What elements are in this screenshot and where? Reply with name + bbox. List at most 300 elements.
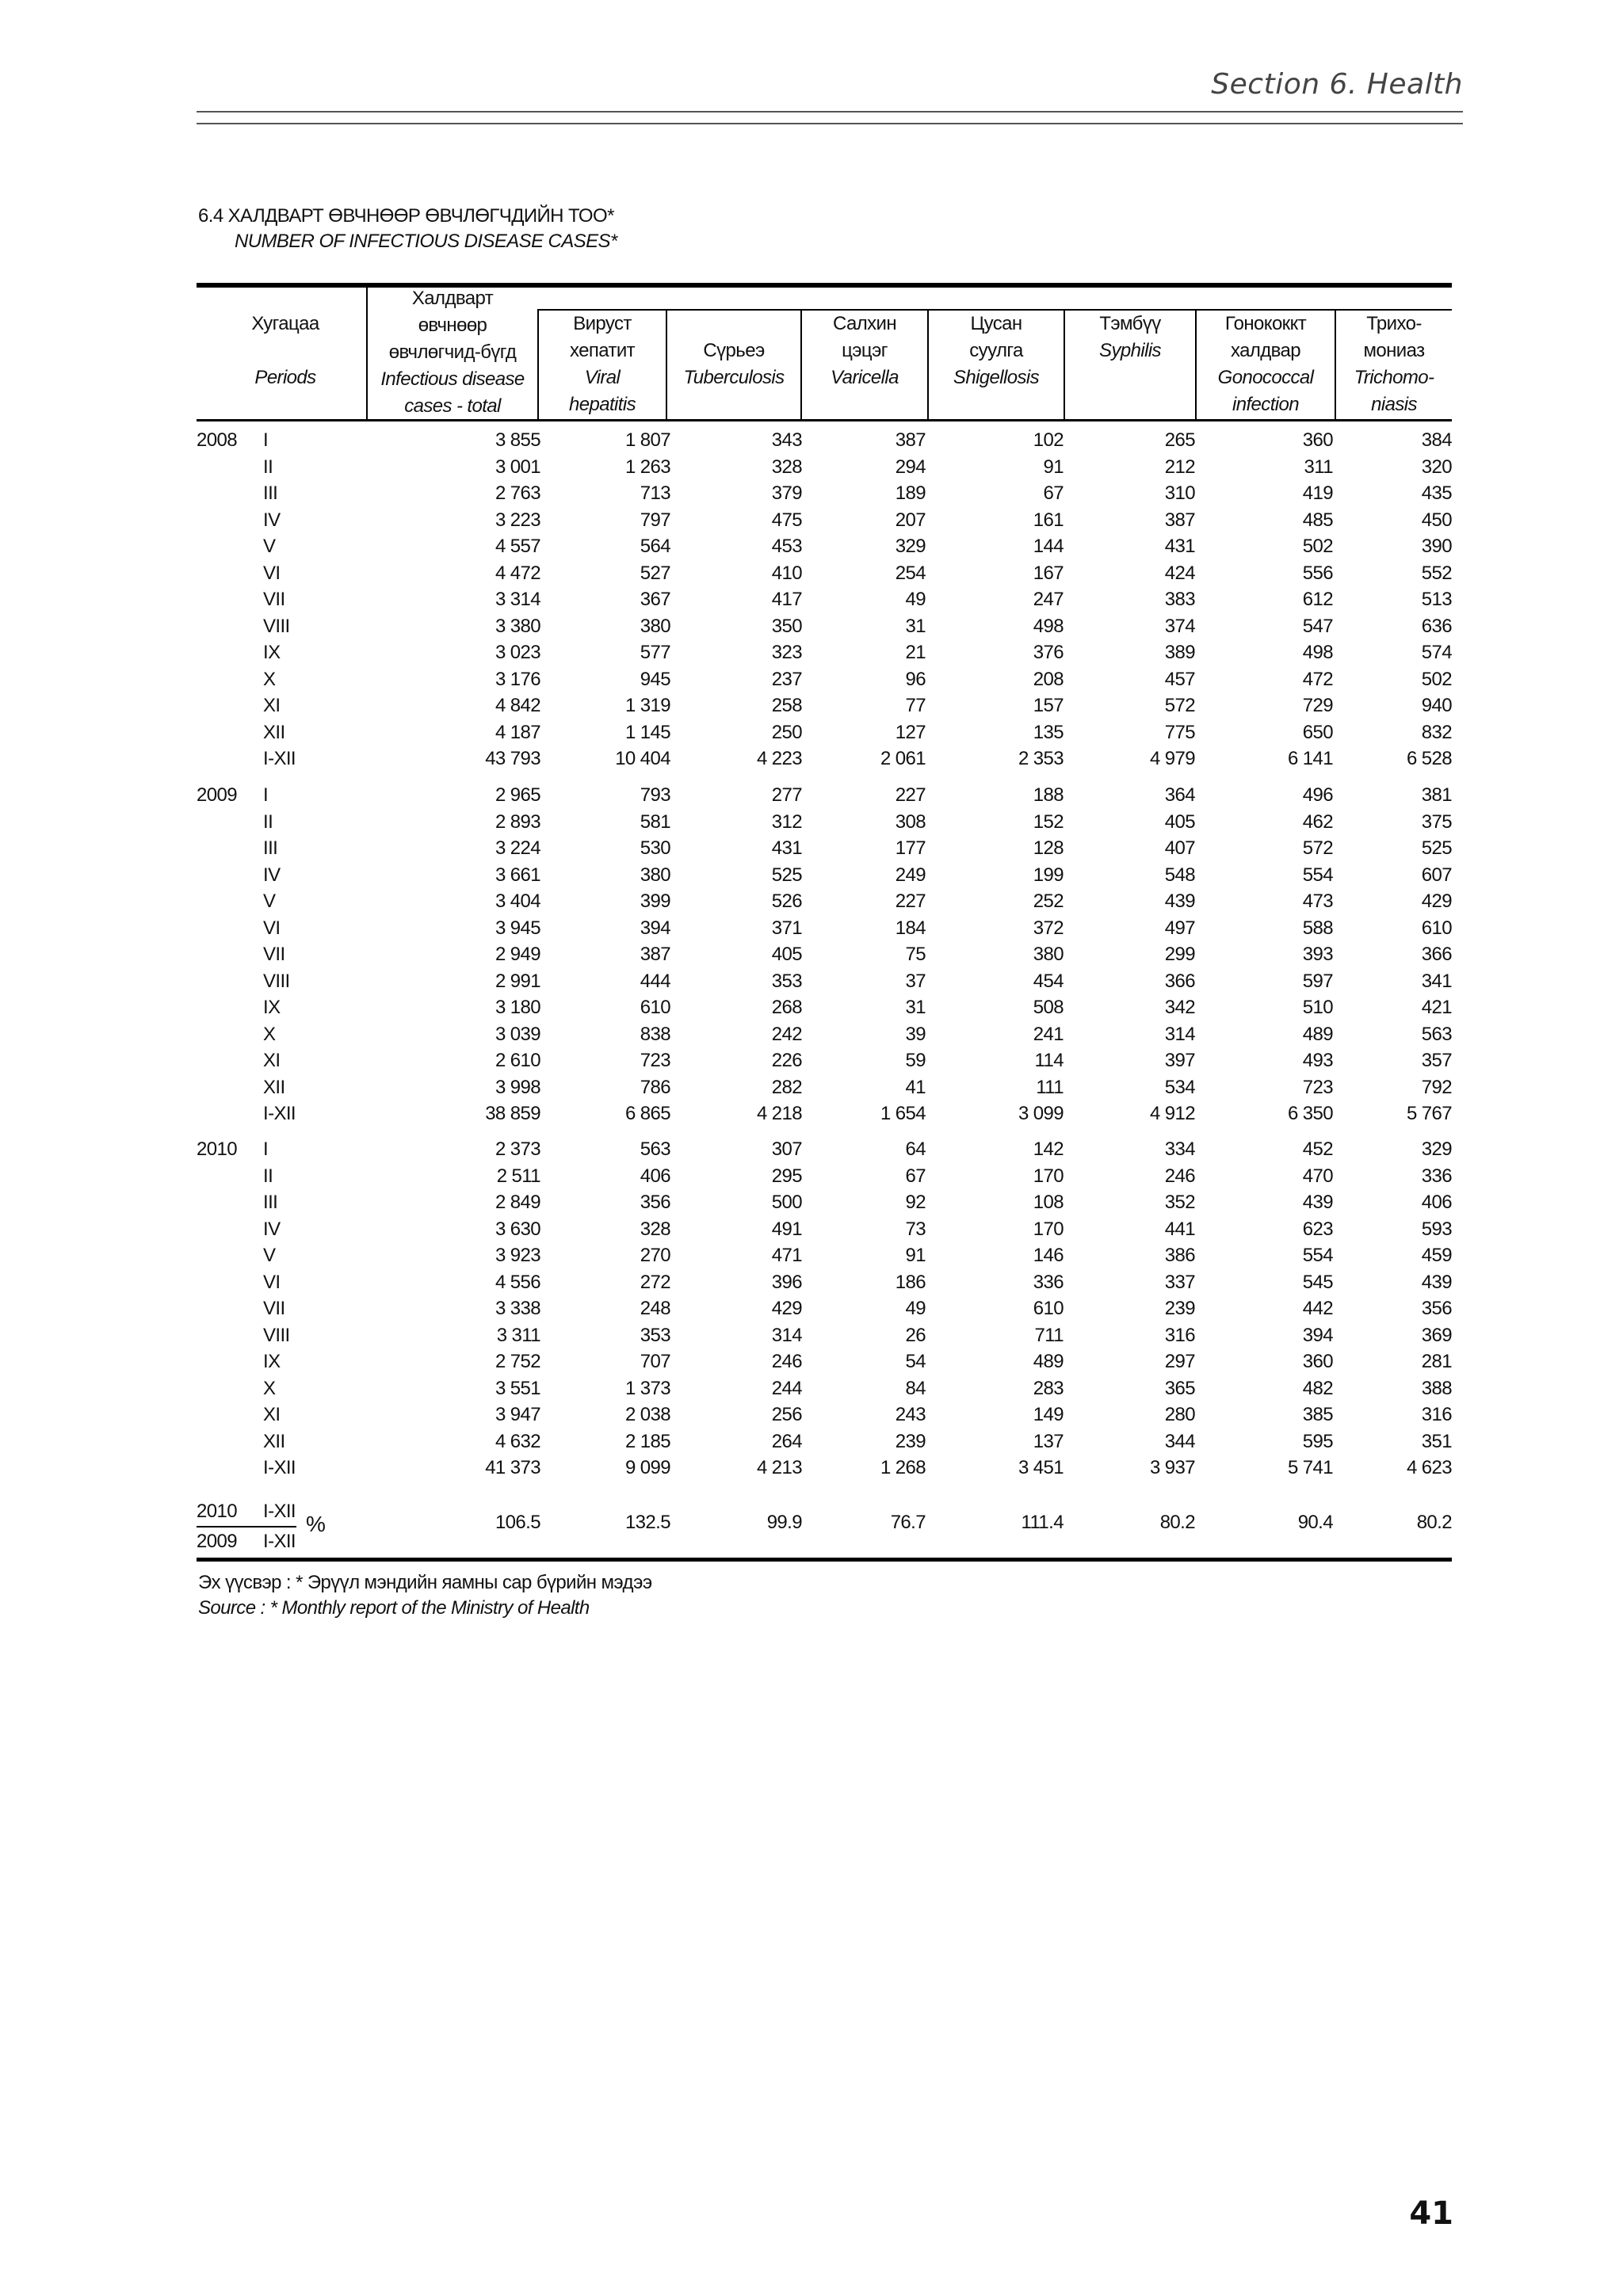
table-row xyxy=(0,1431,1623,1457)
table-cell: 31 xyxy=(905,616,926,637)
table-cell: 207 xyxy=(895,509,926,531)
table-cell: 341 xyxy=(1421,971,1452,992)
row-period: IX xyxy=(263,997,281,1018)
table-cell: 1 373 xyxy=(624,1378,670,1399)
table-cell: 67 xyxy=(1043,482,1064,504)
table-cell: 270 xyxy=(640,1245,670,1266)
table-cell: 188 xyxy=(1033,784,1064,806)
table-row xyxy=(0,1298,1623,1324)
table-cell: 254 xyxy=(895,563,926,584)
col-header-en: Varicella xyxy=(831,367,899,388)
table-cell: 252 xyxy=(1033,891,1064,912)
table-cell: 386 xyxy=(1164,1245,1195,1266)
header-rule xyxy=(197,111,1463,113)
table-cell: 2 061 xyxy=(880,748,926,769)
table-cell: 54 xyxy=(905,1351,926,1372)
table-cell: 4 556 xyxy=(495,1272,540,1293)
table-cell: 127 xyxy=(895,722,926,743)
table-cell: 310 xyxy=(1164,482,1195,504)
row-period: II xyxy=(263,1165,273,1187)
table-cell: 295 xyxy=(771,1165,802,1187)
table-cell: 452 xyxy=(1302,1138,1333,1160)
table-cell: 246 xyxy=(1164,1165,1195,1187)
table-cell: 2 038 xyxy=(624,1404,670,1425)
table-cell: 102 xyxy=(1033,429,1064,451)
table-cell: 574 xyxy=(1421,642,1452,663)
table-row xyxy=(0,1192,1623,1218)
table-cell: 265 xyxy=(1164,429,1195,451)
table-cell: 344 xyxy=(1164,1431,1195,1452)
table-cell: 723 xyxy=(1302,1077,1333,1098)
col-header-gonococcal xyxy=(1197,311,1335,418)
col-header-syphilis xyxy=(1065,311,1195,364)
col-header-mn: халдвар xyxy=(1230,340,1301,361)
table-cell: 462 xyxy=(1302,811,1333,833)
table-cell: 729 xyxy=(1302,695,1333,716)
table-cell: 73 xyxy=(905,1219,926,1240)
table-cell: 3 023 xyxy=(495,642,540,663)
table-row xyxy=(0,722,1623,748)
table-cell: 38 859 xyxy=(485,1103,540,1124)
table-cell: 3 855 xyxy=(495,429,540,451)
table-row xyxy=(0,695,1623,721)
table-cell: 496 xyxy=(1302,784,1333,806)
table-cell: 577 xyxy=(640,642,670,663)
col-header-mn: Вируст xyxy=(573,313,632,334)
table-row xyxy=(0,1138,1623,1165)
table-cell: 4 912 xyxy=(1149,1103,1195,1124)
col-header-mn: Гонококкт xyxy=(1224,313,1307,334)
row-year: 2008 xyxy=(197,429,237,451)
col-header-mn: хепатит xyxy=(569,340,636,361)
table-cell: 4 472 xyxy=(495,563,540,584)
table-cell: 534 xyxy=(1164,1077,1195,1098)
table-row xyxy=(0,971,1623,997)
comparison-cell: 80.2 xyxy=(1416,1512,1452,1533)
col-header-viral-hepatitis xyxy=(539,311,666,418)
table-cell: 610 xyxy=(1421,917,1452,939)
table-cell: 547 xyxy=(1302,616,1333,637)
table-cell: 525 xyxy=(771,864,802,886)
table-cell: 3 223 xyxy=(495,509,540,531)
row-period: XI xyxy=(263,695,281,716)
col-header-mn: өвчнөөр xyxy=(418,315,487,336)
table-cell: 144 xyxy=(1033,536,1064,557)
row-period: IX xyxy=(263,642,281,663)
table-cell: 249 xyxy=(895,864,926,886)
table-cell: 595 xyxy=(1302,1431,1333,1452)
table-cell: 369 xyxy=(1421,1325,1452,1346)
col-header-shigellosis xyxy=(929,311,1064,391)
row-period: XII xyxy=(263,1077,285,1098)
table-cell: 431 xyxy=(1164,536,1195,557)
table-cell: 353 xyxy=(640,1325,670,1346)
table-cell: 379 xyxy=(771,482,802,504)
col-header-period xyxy=(238,311,333,391)
table-cell: 241 xyxy=(1033,1024,1064,1045)
table-cell: 4 842 xyxy=(495,695,540,716)
table-cell: 2 849 xyxy=(495,1192,540,1213)
table-cell: 3 338 xyxy=(495,1298,540,1319)
table-cell: 2 893 xyxy=(495,811,540,833)
table-cell: 376 xyxy=(1033,642,1064,663)
row-period: VI xyxy=(263,917,281,939)
table-cell: 242 xyxy=(771,1024,802,1045)
table-cell: 3 180 xyxy=(495,997,540,1018)
table-row xyxy=(0,1404,1623,1430)
row-period: III xyxy=(263,482,278,504)
comparison-unit: % xyxy=(306,1512,326,1536)
table-title-mn: 6.4 ХАЛДВАРТ ӨВЧНӨӨР ӨВЧЛӨГЧДИЙН ТОО* xyxy=(198,205,614,227)
table-row xyxy=(0,642,1623,668)
table-cell: 3 630 xyxy=(495,1219,540,1240)
row-period: XII xyxy=(263,1431,285,1452)
table-cell: 320 xyxy=(1421,456,1452,478)
table-cell: 364 xyxy=(1164,784,1195,806)
table-cell: 525 xyxy=(1421,837,1452,859)
table-cell: 4 213 xyxy=(756,1457,802,1478)
table-cell: 497 xyxy=(1164,917,1195,939)
row-period: IX xyxy=(263,1351,281,1372)
table-cell: 372 xyxy=(1033,917,1064,939)
table-cell: 258 xyxy=(771,695,802,716)
table-cell: 337 xyxy=(1164,1272,1195,1293)
table-cell: 405 xyxy=(771,944,802,965)
table-cell: 405 xyxy=(1164,811,1195,833)
table-cell: 3 039 xyxy=(495,1024,540,1045)
table-cell: 268 xyxy=(771,997,802,1018)
table-cell: 91 xyxy=(905,1245,926,1266)
table-cell: 3 551 xyxy=(495,1378,540,1399)
table-cell: 3 314 xyxy=(495,589,540,610)
table-cell: 607 xyxy=(1421,864,1452,886)
table-cell: 152 xyxy=(1033,811,1064,833)
col-header-mn: Салхин xyxy=(832,313,896,334)
table-cell: 184 xyxy=(895,917,926,939)
row-period: II xyxy=(263,456,273,478)
table-cell: 237 xyxy=(771,669,802,690)
table-cell: 2 949 xyxy=(495,944,540,965)
table-cell: 96 xyxy=(905,669,926,690)
table-cell: 239 xyxy=(895,1431,926,1452)
table-cell: 3 937 xyxy=(1149,1457,1195,1478)
row-period: I-XII xyxy=(263,748,296,769)
col-header-en: Gonococcal xyxy=(1217,367,1314,388)
row-period: II xyxy=(263,811,273,833)
table-cell: 39 xyxy=(905,1024,926,1045)
table-cell: 356 xyxy=(1421,1298,1452,1319)
table-cell: 390 xyxy=(1421,536,1452,557)
row-year: 2010 xyxy=(197,1138,237,1160)
table-cell: 454 xyxy=(1033,971,1064,992)
table-cell: 308 xyxy=(895,811,926,833)
table-cell: 350 xyxy=(771,616,802,637)
col-header-en: Shigellosis xyxy=(953,367,1040,388)
table-cell: 940 xyxy=(1421,695,1452,716)
table-cell: 43 793 xyxy=(485,748,540,769)
row-period: X xyxy=(263,1024,276,1045)
table-row xyxy=(0,1219,1623,1245)
table-cell: 31 xyxy=(905,997,926,1018)
row-year: 2009 xyxy=(197,784,237,806)
table-cell: 489 xyxy=(1033,1351,1064,1372)
table-cell: 502 xyxy=(1302,536,1333,557)
table-cell: 239 xyxy=(1164,1298,1195,1319)
table-cell: 707 xyxy=(640,1351,670,1372)
comparison-year-numerator: 2010 xyxy=(197,1501,237,1522)
table-cell: 256 xyxy=(771,1404,802,1425)
table-cell: 612 xyxy=(1302,589,1333,610)
table-cell: 375 xyxy=(1421,811,1452,833)
table-cell: 832 xyxy=(1421,722,1452,743)
table-cell: 356 xyxy=(640,1192,670,1213)
table-cell: 421 xyxy=(1421,997,1452,1018)
table-cell: 945 xyxy=(640,669,670,690)
col-header-en: Tuberculosis xyxy=(683,367,785,388)
table-cell: 367 xyxy=(640,589,670,610)
table-row xyxy=(0,536,1623,562)
table-row xyxy=(0,811,1623,837)
table-cell: 299 xyxy=(1164,944,1195,965)
table-cell: 3 923 xyxy=(495,1245,540,1266)
table-row xyxy=(0,1325,1623,1351)
table-cell: 208 xyxy=(1033,669,1064,690)
table-row xyxy=(0,563,1623,589)
table-cell: 75 xyxy=(905,944,926,965)
table-cell: 3 001 xyxy=(495,456,540,478)
table-row xyxy=(0,784,1623,810)
row-period: V xyxy=(263,891,276,912)
table-cell: 510 xyxy=(1302,997,1333,1018)
table-cell: 597 xyxy=(1302,971,1333,992)
table-cell: 2 185 xyxy=(624,1431,670,1452)
row-period: XII xyxy=(263,722,285,743)
table-cell: 572 xyxy=(1164,695,1195,716)
table-cell: 226 xyxy=(771,1050,802,1071)
table-cell: 244 xyxy=(771,1378,802,1399)
table-cell: 128 xyxy=(1033,837,1064,859)
table-cell: 380 xyxy=(1033,944,1064,965)
table-cell: 431 xyxy=(771,837,802,859)
comparison-cell: 99.9 xyxy=(766,1512,802,1533)
row-period: V xyxy=(263,536,276,557)
table-cell: 2 991 xyxy=(495,971,540,992)
table-cell: 389 xyxy=(1164,642,1195,663)
table-cell: 357 xyxy=(1421,1050,1452,1071)
table-cell: 406 xyxy=(640,1165,670,1187)
col-header-en: Periods xyxy=(254,367,316,388)
table-cell: 366 xyxy=(1421,944,1452,965)
table-row xyxy=(0,748,1623,774)
comparison-cell: 106.5 xyxy=(495,1512,540,1533)
table-cell: 189 xyxy=(895,482,926,504)
table-cell: 26 xyxy=(905,1325,926,1346)
table-cell: 623 xyxy=(1302,1219,1333,1240)
table-cell: 384 xyxy=(1421,429,1452,451)
table-cell: 1 145 xyxy=(624,722,670,743)
table-title-en: NUMBER OF INFECTIOUS DISEASE CASES* xyxy=(235,231,617,252)
table-cell: 3 998 xyxy=(495,1077,540,1098)
table-cell: 471 xyxy=(771,1245,802,1266)
table-cell: 387 xyxy=(640,944,670,965)
table-cell: 5 741 xyxy=(1287,1457,1333,1478)
table-cell: 6 865 xyxy=(624,1103,670,1124)
table-cell: 552 xyxy=(1421,563,1452,584)
col-header-trichomoniasis xyxy=(1336,311,1452,418)
table-cell: 650 xyxy=(1302,722,1333,743)
table-cell: 406 xyxy=(1421,1192,1452,1213)
table-cell: 371 xyxy=(771,917,802,939)
col-header-mn: цэцэг xyxy=(842,340,888,361)
row-period: I xyxy=(263,784,269,806)
table-cell: 792 xyxy=(1421,1077,1452,1098)
table-cell: 1 807 xyxy=(624,429,670,451)
table-cell: 177 xyxy=(895,837,926,859)
table-cell: 417 xyxy=(771,589,802,610)
table-cell: 1 319 xyxy=(624,695,670,716)
table-cell: 387 xyxy=(1164,509,1195,531)
table-cell: 342 xyxy=(1164,997,1195,1018)
table-cell: 3 099 xyxy=(1018,1103,1064,1124)
table-cell: 393 xyxy=(1302,944,1333,965)
row-period: IV xyxy=(263,864,281,886)
table-cell: 314 xyxy=(1164,1024,1195,1045)
table-cell: 775 xyxy=(1164,722,1195,743)
table-row xyxy=(0,1024,1623,1050)
col-header-en: infection xyxy=(1232,394,1299,415)
table-cell: 247 xyxy=(1033,589,1064,610)
table-cell: 459 xyxy=(1421,1245,1452,1266)
table-cell: 424 xyxy=(1164,563,1195,584)
row-period: I-XII xyxy=(263,1103,296,1124)
table-cell: 711 xyxy=(1034,1325,1064,1346)
col-header-mn: өвчлөгчид-бүгд xyxy=(388,341,517,363)
table-cell: 419 xyxy=(1302,482,1333,504)
table-cell: 334 xyxy=(1164,1138,1195,1160)
table-cell: 610 xyxy=(1033,1298,1064,1319)
table-cell: 472 xyxy=(1302,669,1333,690)
table-row xyxy=(0,997,1623,1023)
table-cell: 21 xyxy=(905,642,926,663)
col-header-en: Viral xyxy=(584,367,621,388)
table-cell: 59 xyxy=(905,1050,926,1071)
row-period: IV xyxy=(263,509,281,531)
table-row xyxy=(0,944,1623,970)
table-cell: 453 xyxy=(771,536,802,557)
table-cell: 429 xyxy=(1421,891,1452,912)
table-bottom-rule xyxy=(197,1558,1452,1562)
table-cell: 429 xyxy=(771,1298,802,1319)
row-period: I xyxy=(263,1138,269,1160)
table-cell: 142 xyxy=(1033,1138,1064,1160)
table-cell: 508 xyxy=(1033,997,1064,1018)
table-cell: 450 xyxy=(1421,509,1452,531)
table-cell: 77 xyxy=(905,695,926,716)
table-cell: 493 xyxy=(1302,1050,1333,1071)
table-cell: 442 xyxy=(1302,1298,1333,1319)
row-period: V xyxy=(263,1245,276,1266)
table-cell: 526 xyxy=(771,891,802,912)
col-header-en: Trichomo- xyxy=(1354,367,1434,388)
table-cell: 3 176 xyxy=(495,669,540,690)
table-cell: 250 xyxy=(771,722,802,743)
table-cell: 137 xyxy=(1033,1431,1064,1452)
table-cell: 500 xyxy=(771,1192,802,1213)
table-cell: 212 xyxy=(1164,456,1195,478)
table-cell: 385 xyxy=(1302,1404,1333,1425)
table-cell: 387 xyxy=(895,429,926,451)
table-cell: 470 xyxy=(1302,1165,1333,1187)
table-cell: 84 xyxy=(905,1378,926,1399)
table-cell: 199 xyxy=(1033,864,1064,886)
row-period: VIII xyxy=(263,971,290,992)
table-row xyxy=(0,917,1623,944)
table-cell: 786 xyxy=(640,1077,670,1098)
comparison-cell: 132.5 xyxy=(624,1512,670,1533)
table-cell: 545 xyxy=(1302,1272,1333,1293)
table-cell: 351 xyxy=(1421,1431,1452,1452)
table-cell: 280 xyxy=(1164,1404,1195,1425)
table-cell: 9 099 xyxy=(624,1457,670,1478)
table-cell: 336 xyxy=(1421,1165,1452,1187)
table-cell: 4 632 xyxy=(495,1431,540,1452)
row-period: III xyxy=(263,1192,278,1213)
table-row xyxy=(0,429,1623,456)
table-cell: 4 623 xyxy=(1406,1457,1452,1478)
table-cell: 360 xyxy=(1302,1351,1333,1372)
table-cell: 92 xyxy=(905,1192,926,1213)
table-cell: 388 xyxy=(1421,1378,1452,1399)
table-cell: 281 xyxy=(1421,1351,1452,1372)
table-cell: 67 xyxy=(905,1165,926,1187)
table-cell: 380 xyxy=(640,864,670,886)
table-cell: 502 xyxy=(1421,669,1452,690)
table-cell: 4 187 xyxy=(495,722,540,743)
col-header-en: cases - total xyxy=(404,395,501,417)
table-row xyxy=(0,456,1623,482)
table-cell: 498 xyxy=(1302,642,1333,663)
table-cell: 513 xyxy=(1421,589,1452,610)
table-cell: 4 218 xyxy=(756,1103,802,1124)
table-cell: 170 xyxy=(1033,1219,1064,1240)
col-header-mn: Цусан xyxy=(970,313,1022,334)
table-cell: 793 xyxy=(640,784,670,806)
col-header-tuberculosis xyxy=(667,338,800,391)
table-cell: 383 xyxy=(1164,589,1195,610)
row-period: VIII xyxy=(263,616,290,637)
table-cell: 4 979 xyxy=(1149,748,1195,769)
table-cell: 297 xyxy=(1164,1351,1195,1372)
table-cell: 307 xyxy=(771,1138,802,1160)
comparison-year-denominator: 2009 xyxy=(197,1531,237,1552)
table-cell: 563 xyxy=(640,1138,670,1160)
row-period: I xyxy=(263,429,269,451)
table-cell: 146 xyxy=(1033,1245,1064,1266)
table-cell: 316 xyxy=(1164,1325,1195,1346)
table-cell: 352 xyxy=(1164,1192,1195,1213)
table-cell: 636 xyxy=(1421,616,1452,637)
table-row xyxy=(0,1351,1623,1377)
table-cell: 407 xyxy=(1164,837,1195,859)
table-cell: 491 xyxy=(771,1219,802,1240)
row-period: VI xyxy=(263,1272,281,1293)
table-cell: 485 xyxy=(1302,509,1333,531)
table-row xyxy=(0,1378,1623,1404)
table-cell: 564 xyxy=(640,536,670,557)
table-cell: 167 xyxy=(1033,563,1064,584)
table-cell: 6 141 xyxy=(1287,748,1333,769)
table-cell: 246 xyxy=(771,1351,802,1372)
